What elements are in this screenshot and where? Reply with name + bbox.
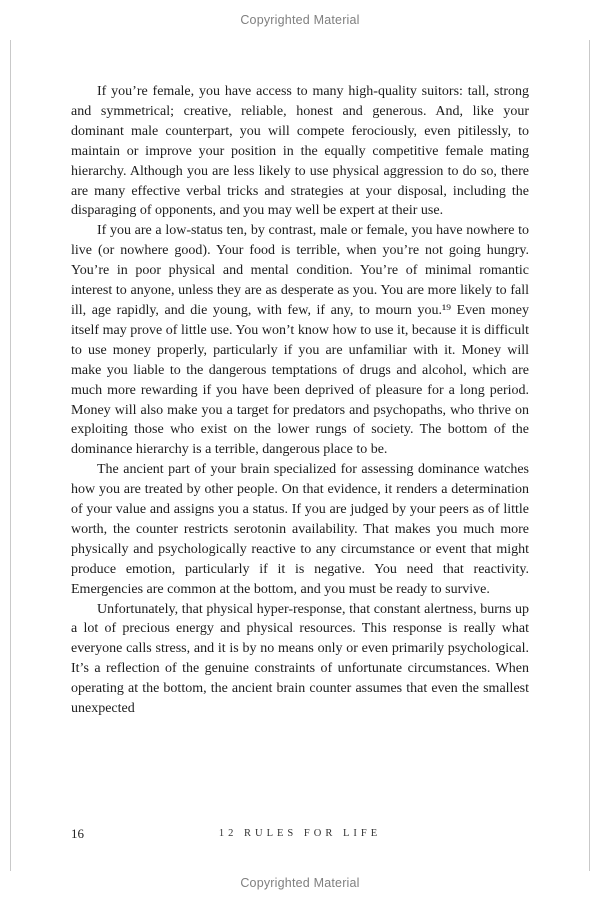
- copyright-watermark-top: Copyrighted Material: [240, 13, 360, 27]
- paragraph: If you’re female, you have access to many high-quality suitors: tall, strong and symmetrical; creative, reliable, honest and generous. And, like your dominant male counterpart, you will compete ferociously, even pitilessly, to maintain or improve your position in the equally competitive female mating hierarchy. Although you are less likely to use physical aggression to do so, there are many effective verbal tricks and strategies at your disposal, including the disparaging of opponents, and you may well be expert at their use.: [71, 84, 529, 219]
- page-footer: [71, 826, 529, 846]
- paragraph: Unfortunately, that physical hyper-response, that constant alertness, burns up a lot of precious energy and physical resources. This response is really what everyone calls stress, and it is by no means only or even primarily psychological. It’s a reflection of the genuine constraints of unfortunate circumstances. When operating at the bottom, the ancient brain counter assumes that even the smallest unexpected: [71, 601, 529, 717]
- page-body: [71, 82, 529, 719]
- paragraph: The ancient part of your brain specialized for assessing dominance watches how you are treated by other people. On that evidence, it renders a determination of your value and assigns you a status. If you are judged by your peers as of little worth, the counter restricts serotonin availability. That makes you much more physically and psychologically reactive to any circumstance or event that might produce emotion, particularly if it is negative. You need that reactivity. Emergencies are common at the bottom, and you must be ready to survive.: [71, 462, 529, 597]
- copyright-watermark-bottom: Copyrighted Material: [240, 876, 360, 890]
- running-title: 12 RULES FOR LIFE: [218, 828, 382, 839]
- paragraph: If you are a low-status ten, by contrast, male or female, you have nowhere to live (or nowhere good). Your food is terrible, when you’re not going hungry. You’re in poor physical and mental condition. You’re of minimal romantic interest to anyone, unless they are as desperate as you. You are more likely to fall ill, age rapidly, and die young, with few, if any, to mourn you.¹⁹ Even money itself may prove of little use. You won’t know how to use it, because it is difficult to use money properly, particularly if you are unfamiliar with it. Money will make you liable to the dangerous temptations of drugs and alcohol, which are much more rewarding if you have been deprived of pleasure for a long period. Money will also make you a target for predators and psychopaths, who thrive on exploiting those who exist on the lower rungs of society. The bottom of the dominance hierarchy is a terrible, dangerous place to be.: [71, 223, 529, 458]
- page-number: 16: [71, 826, 84, 841]
- page-frame: [10, 40, 590, 871]
